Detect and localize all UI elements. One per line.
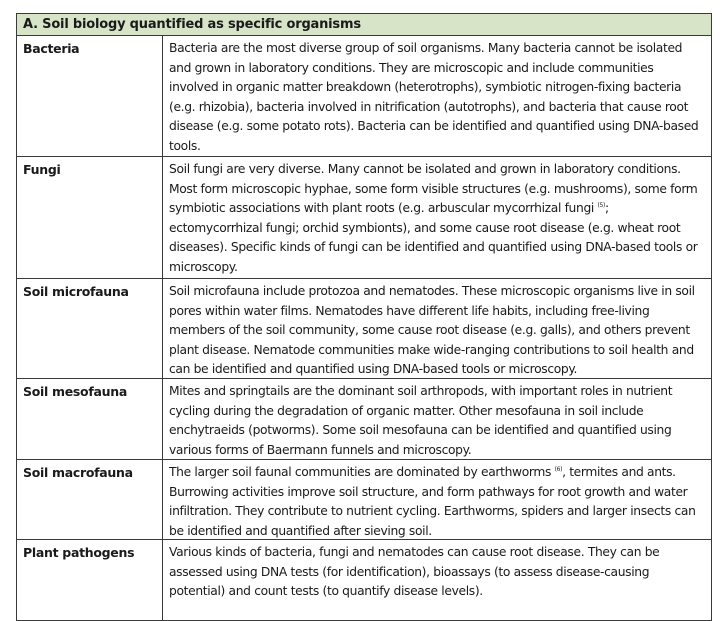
reference-marker: (6): [554, 466, 563, 473]
text-part: , termites and ants. Burrowing activities improve soil structure, and form pathways for root growth and water infiltration. They contribute to nutrient cycling. Earthworms, spiders and larger insects can be identified and quantified after sieving soil.: [169, 465, 696, 538]
reference-marker: (5): [597, 202, 605, 210]
row-description: Various kinds of bacteria, fungi and nematodes can cause root disease. They can be assessed using DNA tests (for identification), bioassays (to assess disease-causing potential) and count tests (to quantify disease levels).: [169, 545, 660, 599]
row-description: [163, 157, 711, 278]
table-row-soil-mesofauna: [17, 379, 711, 460]
row-label: Soil macrofauna: [17, 460, 163, 539]
text-part: Soil fungi are very diverse. Many cannot be isolated and grown in laboratory conditions. Most form microscopic hyphae, some form visible structures (e.g. mushrooms), some form symbiotic associations with plant roots (e.g. arbuscular mycorrhizal fungi: [169, 162, 698, 216]
text-part: The larger soil faunal communities are dominated by earthworms: [169, 465, 555, 479]
text-part: ; ectomycorrhizal fungi; orchid symbionts), and some cause root disease (e.g. wheat root diseases). Specific kinds of fungi can be identified and quantified using DNA-based tools or microscopy.: [169, 201, 698, 274]
table-row-plant-pathogens: [17, 540, 711, 621]
table-row-fungi: [17, 157, 711, 279]
table-row-soil-macrofauna: [17, 460, 711, 540]
table-row-soil-microfauna: [17, 279, 711, 379]
soil-biology-table: [16, 13, 712, 621]
row-description: Bacteria are the most diverse group of soil organisms. Many bacteria cannot be isolated and grown in laboratory conditions. They are microscopic and include communities involved in organic matter breakdown (heterotrophs), symbiotic nitrogen-fixing bacteria (e.g. rhizobia), bacteria involved in nitrification (autotrophs), and bacteria that cause root disease (e.g. some potato rots). Bacteria can be identified and quantified using DNA-based tools.: [169, 41, 699, 153]
row-label: Fungi: [17, 157, 163, 278]
row-label: Soil microfauna: [17, 279, 163, 378]
row-description: Mites and springtails are the dominant soil arthropods, with important roles in nutrient cycling during the degradation of organic matter. Other mesofauna in soil include enchytraeids (potworms). Some soil mesofauna can be identified and quantified using various forms of Baermann funnels and microscopy.: [169, 384, 673, 457]
row-label: Plant pathogens: [17, 540, 163, 620]
row-description: [163, 460, 711, 539]
table-row-bacteria: [17, 36, 711, 157]
row-label: Soil mesofauna: [17, 379, 163, 459]
row-label: Bacteria: [17, 36, 163, 156]
section-header: A. Soil biology quantified as specific organisms: [17, 14, 711, 36]
row-description: Soil microfauna include protozoa and nematodes. These microscopic organisms live in soil pores within water films. Nematodes have different life habits, including free-living members of the soil community, some cause root disease (e.g. galls), and others prevent plant disease. Nematode communities make wide-ranging contributions to soil health and can be identified and quantified using DNA-based tools or microscopy.: [169, 284, 695, 377]
